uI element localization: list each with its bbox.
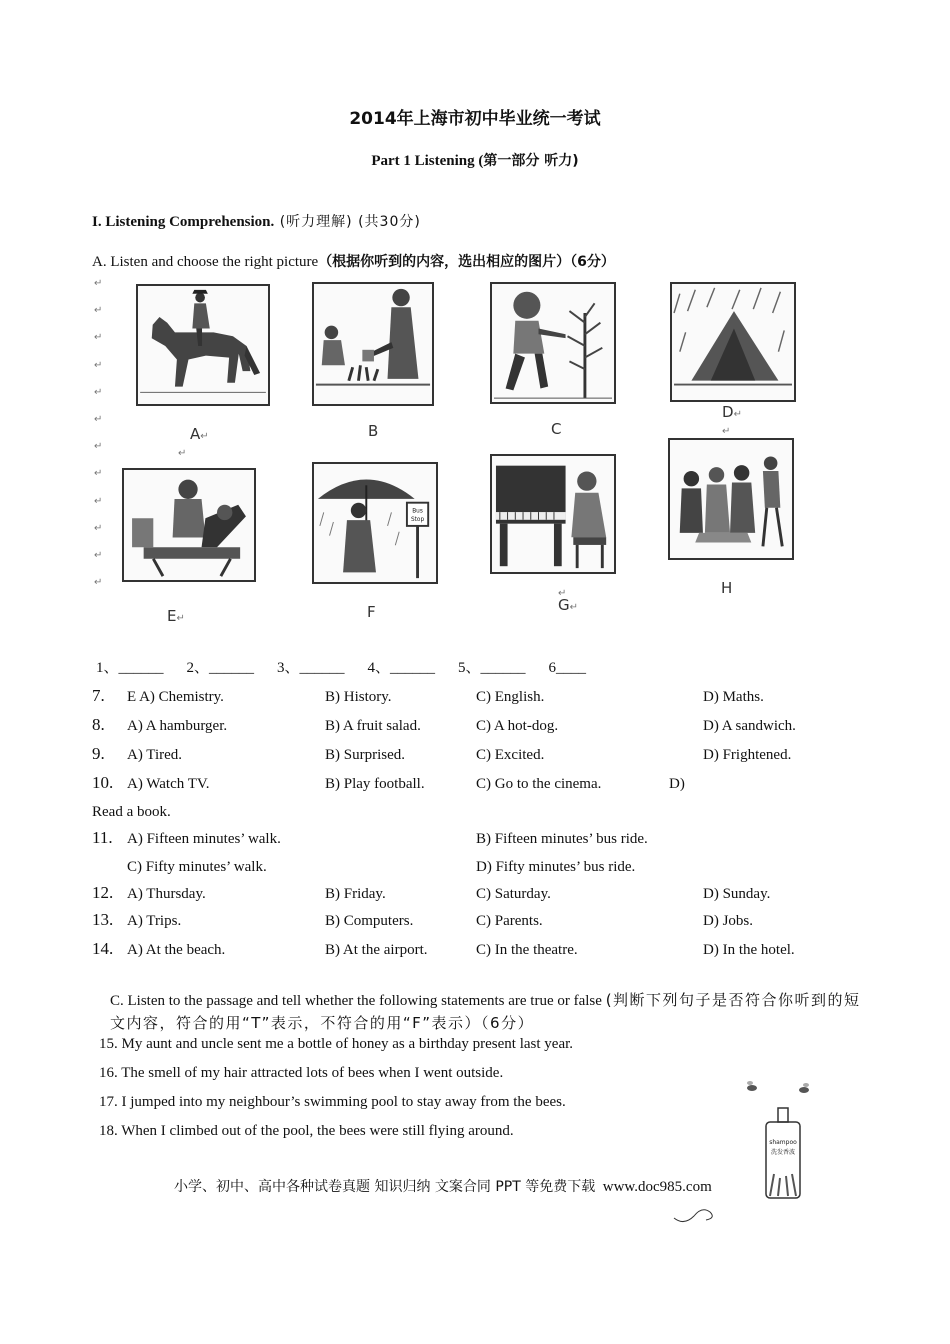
return-marks-column xyxy=(94,278,108,604)
return-mark: ↵ xyxy=(94,305,103,317)
question-9-option-b: B) Surprised. xyxy=(325,747,405,763)
section-a-label: A. Listen and choose the right picture xyxy=(92,254,319,270)
picture-c-label: C xyxy=(551,420,562,438)
statement-17: 17. I jumped into my neighbour’s swimming pool to stay away from the bees. xyxy=(99,1094,566,1110)
question-8-option-d: D) A sandwich. xyxy=(703,718,796,734)
question-13-option-c: C) Parents. xyxy=(476,913,543,929)
question-11-option-c: C) Fifty minutes’ walk. xyxy=(127,859,267,875)
footer-cn: 小学、初中、高中各种试卷真题 知识归纳 文案合同 PPT 等免费下载 xyxy=(174,1179,596,1195)
question-10-option-d: D) xyxy=(669,776,685,792)
question-9-option-c: C) Excited. xyxy=(476,747,545,763)
question-11-option-b: B) Fifteen minutes’ bus ride. xyxy=(476,831,648,847)
page-title: 2014年上海市初中毕业统一考试 xyxy=(349,109,601,129)
question-7-option-a: E A) Chemistry. xyxy=(127,689,224,705)
question-9-number: 9. xyxy=(92,744,105,763)
bee-icon xyxy=(799,1083,809,1093)
return-mark: ↵ xyxy=(733,409,742,420)
question-7-option-c: C) English. xyxy=(476,689,545,705)
decorative-swirl xyxy=(670,1196,720,1226)
section-a-heading xyxy=(92,251,615,271)
statement-18: 18. When I climbed out of the pool, the bees were still flying around. xyxy=(99,1123,514,1139)
picture-d-letter: D xyxy=(722,403,734,421)
return-mark: ↵ xyxy=(94,413,103,425)
statement-15: 15. My aunt and uncle sent me a bottle of honey as a birthday present last year. xyxy=(99,1036,574,1052)
picture-g xyxy=(490,454,616,574)
footer xyxy=(174,1176,712,1196)
return-mark: ↵ xyxy=(94,495,103,507)
question-7-option-d: D) Maths. xyxy=(703,689,764,705)
return-mark: ↵ xyxy=(94,278,103,289)
return-mark: ↵ xyxy=(94,549,103,561)
question-14-option-a: A) At the beach. xyxy=(127,942,226,958)
picture-a-letter: A xyxy=(190,425,201,443)
section-c-heading xyxy=(110,989,870,1035)
piano-icon xyxy=(492,456,614,572)
question-13-option-a: A) Trips. xyxy=(127,913,182,929)
picture-a-label xyxy=(190,425,209,443)
boy-tree-icon xyxy=(492,284,614,402)
return-mark: ↵ xyxy=(178,448,187,459)
question-14-option-c: C) In the theatre. xyxy=(476,942,578,958)
question-10-number: 10. xyxy=(92,773,114,792)
picture-h-label: H xyxy=(721,579,733,597)
bee-icon xyxy=(747,1081,757,1091)
question-12-option-c: C) Saturday. xyxy=(476,886,551,902)
question-14-option-d: D) In the hotel. xyxy=(703,942,795,958)
section-c-label: C. Listen to the passage and tell whether the following statements are true or false xyxy=(110,993,602,1009)
shampoo-label: shampoo xyxy=(769,1139,797,1146)
horse-rider-icon xyxy=(138,286,268,404)
question-7-number: 7. xyxy=(92,686,105,705)
question-11-number: 11. xyxy=(92,828,113,847)
picture-b xyxy=(312,282,434,406)
picture-g-label xyxy=(558,596,578,614)
question-11-option-d: D) Fifty minutes’ bus ride. xyxy=(476,859,636,875)
part-label: Part 1 Listening ( xyxy=(371,153,484,169)
tent-rain-icon xyxy=(672,284,794,400)
question-7-option-b: B) History. xyxy=(325,689,392,705)
question-9-option-a: A) Tired. xyxy=(127,747,183,763)
watering-plants-icon xyxy=(314,284,432,404)
question-10-option-b: B) Play football. xyxy=(325,776,425,792)
question-8-option-b: B) A fruit salad. xyxy=(325,718,421,734)
return-mark: ↵ xyxy=(558,588,567,599)
section-c-cn: (判断下列句子是否符合你听到的短文内容，符合的用“T”表示，不符合的用“F”表示）（6分） xyxy=(110,991,861,1032)
question-10-option-a: A) Watch TV. xyxy=(127,776,210,792)
question-10-option-c: C) Go to the cinema. xyxy=(476,776,602,792)
return-mark: ↵ xyxy=(176,613,185,624)
picture-d-label xyxy=(722,403,742,421)
picture-f-label: F xyxy=(367,603,376,621)
picture-g-letter: G xyxy=(558,596,570,614)
dentist-icon xyxy=(124,470,254,580)
question-9-option-d: D) Frightened. xyxy=(703,747,792,763)
picture-b-label: B xyxy=(368,422,379,440)
section-a-cn: （根据你听到的内容，选出相应的图片）（6分） xyxy=(318,254,615,270)
return-mark: ↵ xyxy=(569,602,579,613)
statement-16: 16. The smell of my hair attracted lots of bees when I went outside. xyxy=(99,1065,504,1081)
question-13-option-d: D) Jobs. xyxy=(703,913,754,929)
shampoo-bottle-icon xyxy=(740,1078,830,1208)
svg-text:Bus: Bus xyxy=(412,508,423,515)
picture-a xyxy=(136,284,270,406)
return-mark: ↵ xyxy=(200,431,209,442)
answer-blanks: 1、______ 2、______ 3、______ 4、______ 5、______ 6____ xyxy=(96,660,587,676)
return-mark: ↵ xyxy=(94,359,103,371)
umbrella-bus-stop-icon xyxy=(314,464,436,582)
picture-c xyxy=(490,282,616,404)
question-12-option-b: B) Friday. xyxy=(325,886,386,902)
part-cn: 第一部分 听力) xyxy=(483,153,579,169)
footer-url[interactable]: www.doc985.com xyxy=(595,1179,712,1195)
picture-a-mark xyxy=(178,442,186,460)
section-1-heading xyxy=(92,211,421,231)
part-subtitle xyxy=(0,150,950,170)
question-8-option-a: A) A hamburger. xyxy=(127,718,228,734)
section-1-cn: (听力理解) (共30分) xyxy=(274,214,421,230)
question-11-option-a: A) Fifteen minutes’ walk. xyxy=(127,831,281,847)
picture-h xyxy=(668,438,794,560)
picture-e-letter: E xyxy=(167,607,177,625)
picture-d xyxy=(670,282,796,402)
shampoo-bees-illustration xyxy=(740,1078,830,1208)
question-12-option-a: A) Thursday. xyxy=(127,886,206,902)
question-14-number: 14. xyxy=(92,939,114,958)
return-mark: ↵ xyxy=(722,426,731,437)
question-14-option-b: B) At the airport. xyxy=(325,942,428,958)
shampoo-cn-label: 洗发香波 xyxy=(770,1149,796,1156)
question-13-option-b: B) Computers. xyxy=(325,913,414,929)
section-1-label: I. Listening Comprehension. xyxy=(92,214,275,230)
picnic-group-icon xyxy=(670,440,792,558)
return-mark: ↵ xyxy=(94,386,103,398)
question-8-option-c: C) A hot-dog. xyxy=(476,718,559,734)
return-mark: ↵ xyxy=(94,522,103,534)
picture-f xyxy=(312,462,438,584)
picture-d-mark xyxy=(722,420,730,438)
return-mark: ↵ xyxy=(94,468,103,480)
question-12-number: 12. xyxy=(92,883,114,902)
question-12-option-d: D) Sunday. xyxy=(703,886,771,902)
question-10-option-d-text: Read a book. xyxy=(92,804,171,820)
return-mark: ↵ xyxy=(94,332,103,344)
picture-e xyxy=(122,468,256,582)
question-8-number: 8. xyxy=(92,715,105,734)
svg-text:Stop: Stop xyxy=(410,517,425,524)
question-13-number: 13. xyxy=(92,910,114,929)
swirl-icon xyxy=(670,1196,720,1226)
return-mark: ↵ xyxy=(94,577,103,589)
return-mark: ↵ xyxy=(94,441,103,453)
picture-e-label xyxy=(167,607,185,625)
